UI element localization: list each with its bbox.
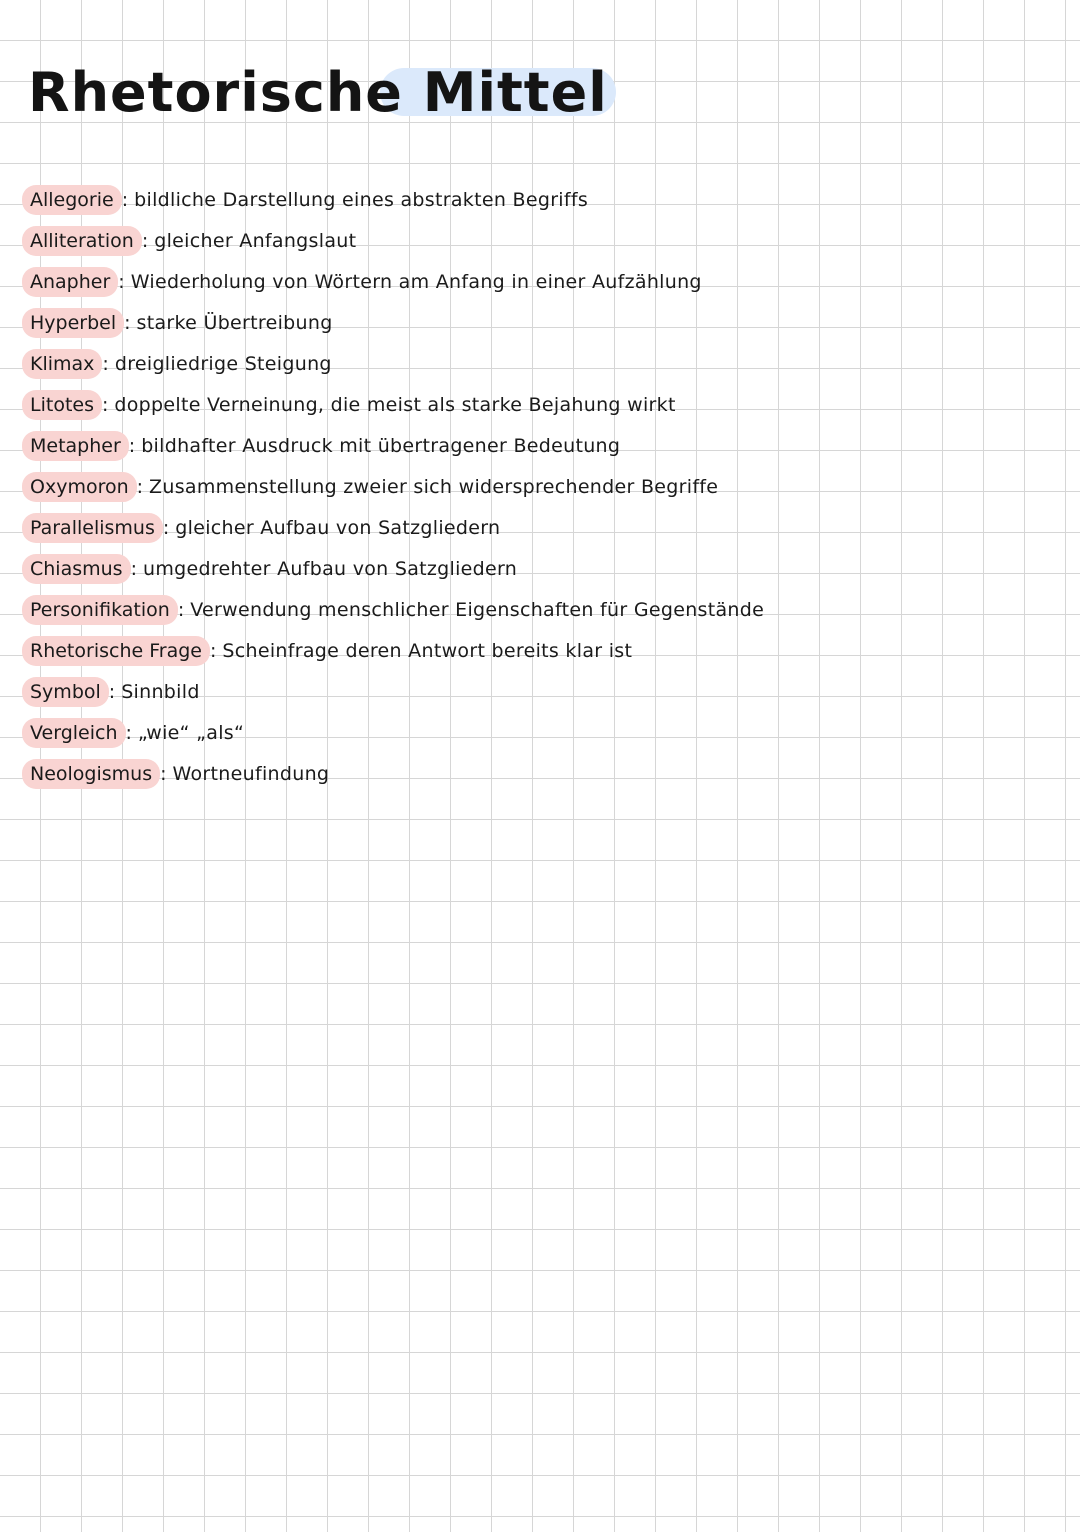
separator: : xyxy=(162,517,170,539)
term-label: Vergleich xyxy=(22,718,126,748)
term-definition: umgedrehter Aufbau von Satzgliedern xyxy=(143,558,518,580)
term-label: Anapher xyxy=(22,267,118,297)
separator: : xyxy=(130,558,137,580)
separator: : xyxy=(160,763,167,785)
term-label: Personifikation xyxy=(22,595,178,625)
term-definition: gleicher Anfangslaut xyxy=(154,230,357,252)
term-definition: gleicher Aufbau von Satzgliedern xyxy=(175,517,501,539)
term-definition: dreigliedrige Steigung xyxy=(114,353,332,375)
term-definition: starke Übertreibung xyxy=(136,312,333,334)
term-label: Hyperbel xyxy=(22,308,124,338)
list-item xyxy=(22,221,1022,262)
separator: : xyxy=(128,435,136,457)
term-definition: bildhafter Ausdruck mit übertragener Bedeutung xyxy=(141,435,621,457)
term-label: Symbol xyxy=(22,677,109,707)
term-definition: Verwendung menschlicher Eigenschaften für Gegenstände xyxy=(190,599,765,621)
list-item xyxy=(22,508,1022,549)
list-item xyxy=(22,754,1022,795)
list-item xyxy=(22,631,1022,672)
page-title: Rhetorische Mittel xyxy=(28,61,608,124)
list-item xyxy=(22,713,1022,754)
separator: : xyxy=(124,312,131,334)
term-definition: „wie“ „als“ xyxy=(137,722,245,744)
separator: : xyxy=(108,681,116,703)
title-block xyxy=(18,61,608,124)
term-label: Litotes xyxy=(22,390,102,420)
term-label: Neologismus xyxy=(22,759,160,789)
term-definition: bildliche Darstellung eines abstrakten Begriffs xyxy=(134,189,589,211)
list-item xyxy=(22,385,1022,426)
term-definition: Zusammenstellung zweier sich widersprechender Begriffe xyxy=(149,476,719,498)
list-item xyxy=(22,262,1022,303)
term-label: Parallelismus xyxy=(22,513,163,543)
term-definition: doppelte Verneinung, die meist als starke Bejahung wirkt xyxy=(114,394,676,416)
separator: : xyxy=(118,271,125,293)
term-label: Oxymoron xyxy=(22,472,137,502)
term-list xyxy=(22,180,1022,795)
term-definition: Sinnbild xyxy=(121,681,200,703)
separator: : xyxy=(136,476,144,498)
list-item xyxy=(22,426,1022,467)
separator: : xyxy=(121,189,129,211)
list-item xyxy=(22,303,1022,344)
term-label: Alliteration xyxy=(22,226,142,256)
separator: : xyxy=(102,353,109,375)
separator: : xyxy=(177,599,185,621)
list-item xyxy=(22,549,1022,590)
term-label: Metapher xyxy=(22,431,129,461)
separator: : xyxy=(125,722,132,744)
list-item xyxy=(22,672,1022,713)
term-definition: Wortneufindung xyxy=(172,763,330,785)
list-item xyxy=(22,467,1022,508)
term-label: Rhetorische Frage xyxy=(22,636,210,666)
list-item xyxy=(22,590,1022,631)
separator: : xyxy=(209,640,217,662)
term-label: Chiasmus xyxy=(22,554,131,584)
term-definition: Scheinfrage deren Antwort bereits klar ist xyxy=(222,640,633,662)
list-item xyxy=(22,344,1022,385)
term-definition: Wiederholung von Wörtern am Anfang in einer Aufzählung xyxy=(130,271,702,293)
term-label: Klimax xyxy=(22,349,102,379)
separator: : xyxy=(101,394,109,416)
separator: : xyxy=(141,230,149,252)
term-label: Allegorie xyxy=(22,185,122,215)
list-item xyxy=(22,180,1022,221)
